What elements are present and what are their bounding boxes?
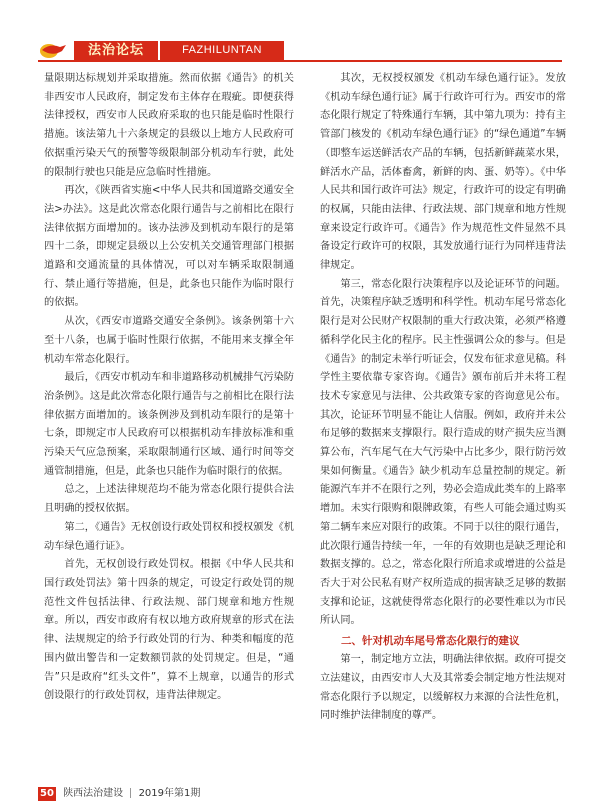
footer-separator (130, 788, 131, 798)
section-label-cn: 法治论坛 (74, 41, 158, 60)
paragraph: 最后，《西安市机动车和非道路移动机械排气污染防治条例》。这是此次常态化限行通告与之前相比在限行法律依据方面增加的。该条例涉及到机动车限行的是第十七条，即规定市人民政府可以根据机动车排放标准和重污染天气应急预案，采取限制通行区域、通行时间等交通管制措施，但是，此条也只能作为临时限行的依据。 (44, 372, 294, 477)
paragraph: 第三，常态化限行决策程序以及论证环节的问题。首先，决策程序缺乏透明和科学性。机动车尾号常态化限行是对公民财产权限制的重大行政决策，必须严格遵循科学化民主化的程序。民主性强调公众的参与。但是《通告》的制定未举行听证会，仅发布征求意见稿。科学性主要依靠专家咨询。《通告》颁布前后并未将工程技术专家意见与法律、公共政策专家的咨询意见公布。其次，论证环节明显不能让人信服。例如，政府并未公布足够的数据来支撑限行。限行造成的财产损失应当测算公布，汽车尾气在大气污染中占比多少，限行防污效果如何衡量。《通告》缺少机动车总量控制的规定。新能源汽车并不在限行之列，势必会造成此类车的上路率增加。未实行限购和限牌政策，有些人可能会通过购买第二辆车来应对限行的政策。不同于以往的限行通告，此次限行通告持续一年，一年的有效期也是缺乏理论和数据支撑的。总之，常态化限行所追求或增进的公益是否大于对公民私有财产权所造成的损害缺乏足够的数据支撑和论证，这就使得常态化限行的必要性难以为市民所认同。 (320, 278, 566, 627)
paragraph: 第二，《通告》无权创设行政处罚权和授权颁发《机动车绿色通行证》。 (44, 521, 294, 552)
header-divider (38, 60, 562, 62)
paragraph: 其次，无权授权颁发《机动车绿色通行证》。发放《机动车绿色通行证》属于行政许可行为。西安市的常态化限行规定了特殊通行车辆，其中第九项为：持有主管部门核发的《机动车绿色通行证》的“绿色通道”车辆（即整车运送鲜活农产品的车辆，包括新鲜蔬菜水果，鲜活水产品，活体畜禽，新鲜的肉、蛋、奶等）。《中华人民共和国行政许可法》规定，行政许可的设定有明确的权属，只能由法律、行政法规、部门规章和地方性规章来设定行政许可。《通告》作为规范性文件显然不具备设定行政许可的权限，其发放通行证行为同样违背法律规定。 (320, 73, 566, 272)
page-number: 50 (38, 787, 56, 801)
issue-label: 2019年第1期 (138, 788, 201, 799)
left-text-column (44, 70, 294, 706)
right-text-column (320, 70, 566, 726)
section-heading: 二、针对机动车尾号常态化限行的建议 (341, 635, 520, 648)
page-header (0, 0, 600, 64)
paragraph: 量限期达标规划并采取措施。然而依据《通告》的机关非西安市人民政府，制定发布主体存在瑕疵。即便获得法律授权，西安市人民政府采取的也只能是临时性限行措施。该法第九十六条规定的县级以上地方人民政府可依据重污染天气的预警等级限制部分机动车行驶，此处的限制行驶也只能是应急临时性措施。 (44, 73, 294, 178)
paragraph: 再次，《陕西省实施<中华人民共和国道路交通安全法>办法》。这是此次常态化限行通告与之前相比在限行法律依据方面增加的。该办法涉及到机动车限行的是第四十二条，即规定县级以上公安机关交通管理部门根据道路和交通流量的具体情况，可以对车辆采取限制通行、禁止通行等措施，但是，此条也只能作为临时限行的依据。 (44, 185, 294, 309)
magazine-name: 陕西法治建设 (63, 788, 124, 799)
page-footer (38, 787, 204, 801)
paragraph: 总之，上述法律规范均不能为常态化限行提供合法且明确的授权依据。 (44, 484, 294, 515)
paragraph: 从次，《西安市道路交通安全条例》。该条例第十六至十八条，也属于临时性限行依据，不能用来支撑全年机动车常态化限行。 (44, 316, 294, 365)
section-label-en: FAZHILUNTAN (160, 41, 284, 60)
paragraph: 首先，无权创设行政处罚权。根据《中华人民共和国行政处罚法》第十四条的规定，可设定行政处罚的规范性文件包括法律、行政法规、部门规章和地方性规章。所以，西安市政府有权以地方政府规章的形式在法律、法规规定的给予行政处罚的行为、种类和幅度的范围内做出警告和一定数额罚款的处罚规定。但是，“通告”只是政府“红头文件”，算不上规章，以通告的形式创设限行的行政处罚权，违背法律规定。 (44, 559, 294, 702)
paragraph: 第一，制定地方立法，明确法律依据。政府可提交立法建议，由西安市人大及其常委会制定地方性法规对常态化限行予以规定，以缓解权力来源的合法性危机，同时维护法律制度的尊严。 (320, 654, 566, 722)
magazine-logo-icon (38, 41, 68, 59)
